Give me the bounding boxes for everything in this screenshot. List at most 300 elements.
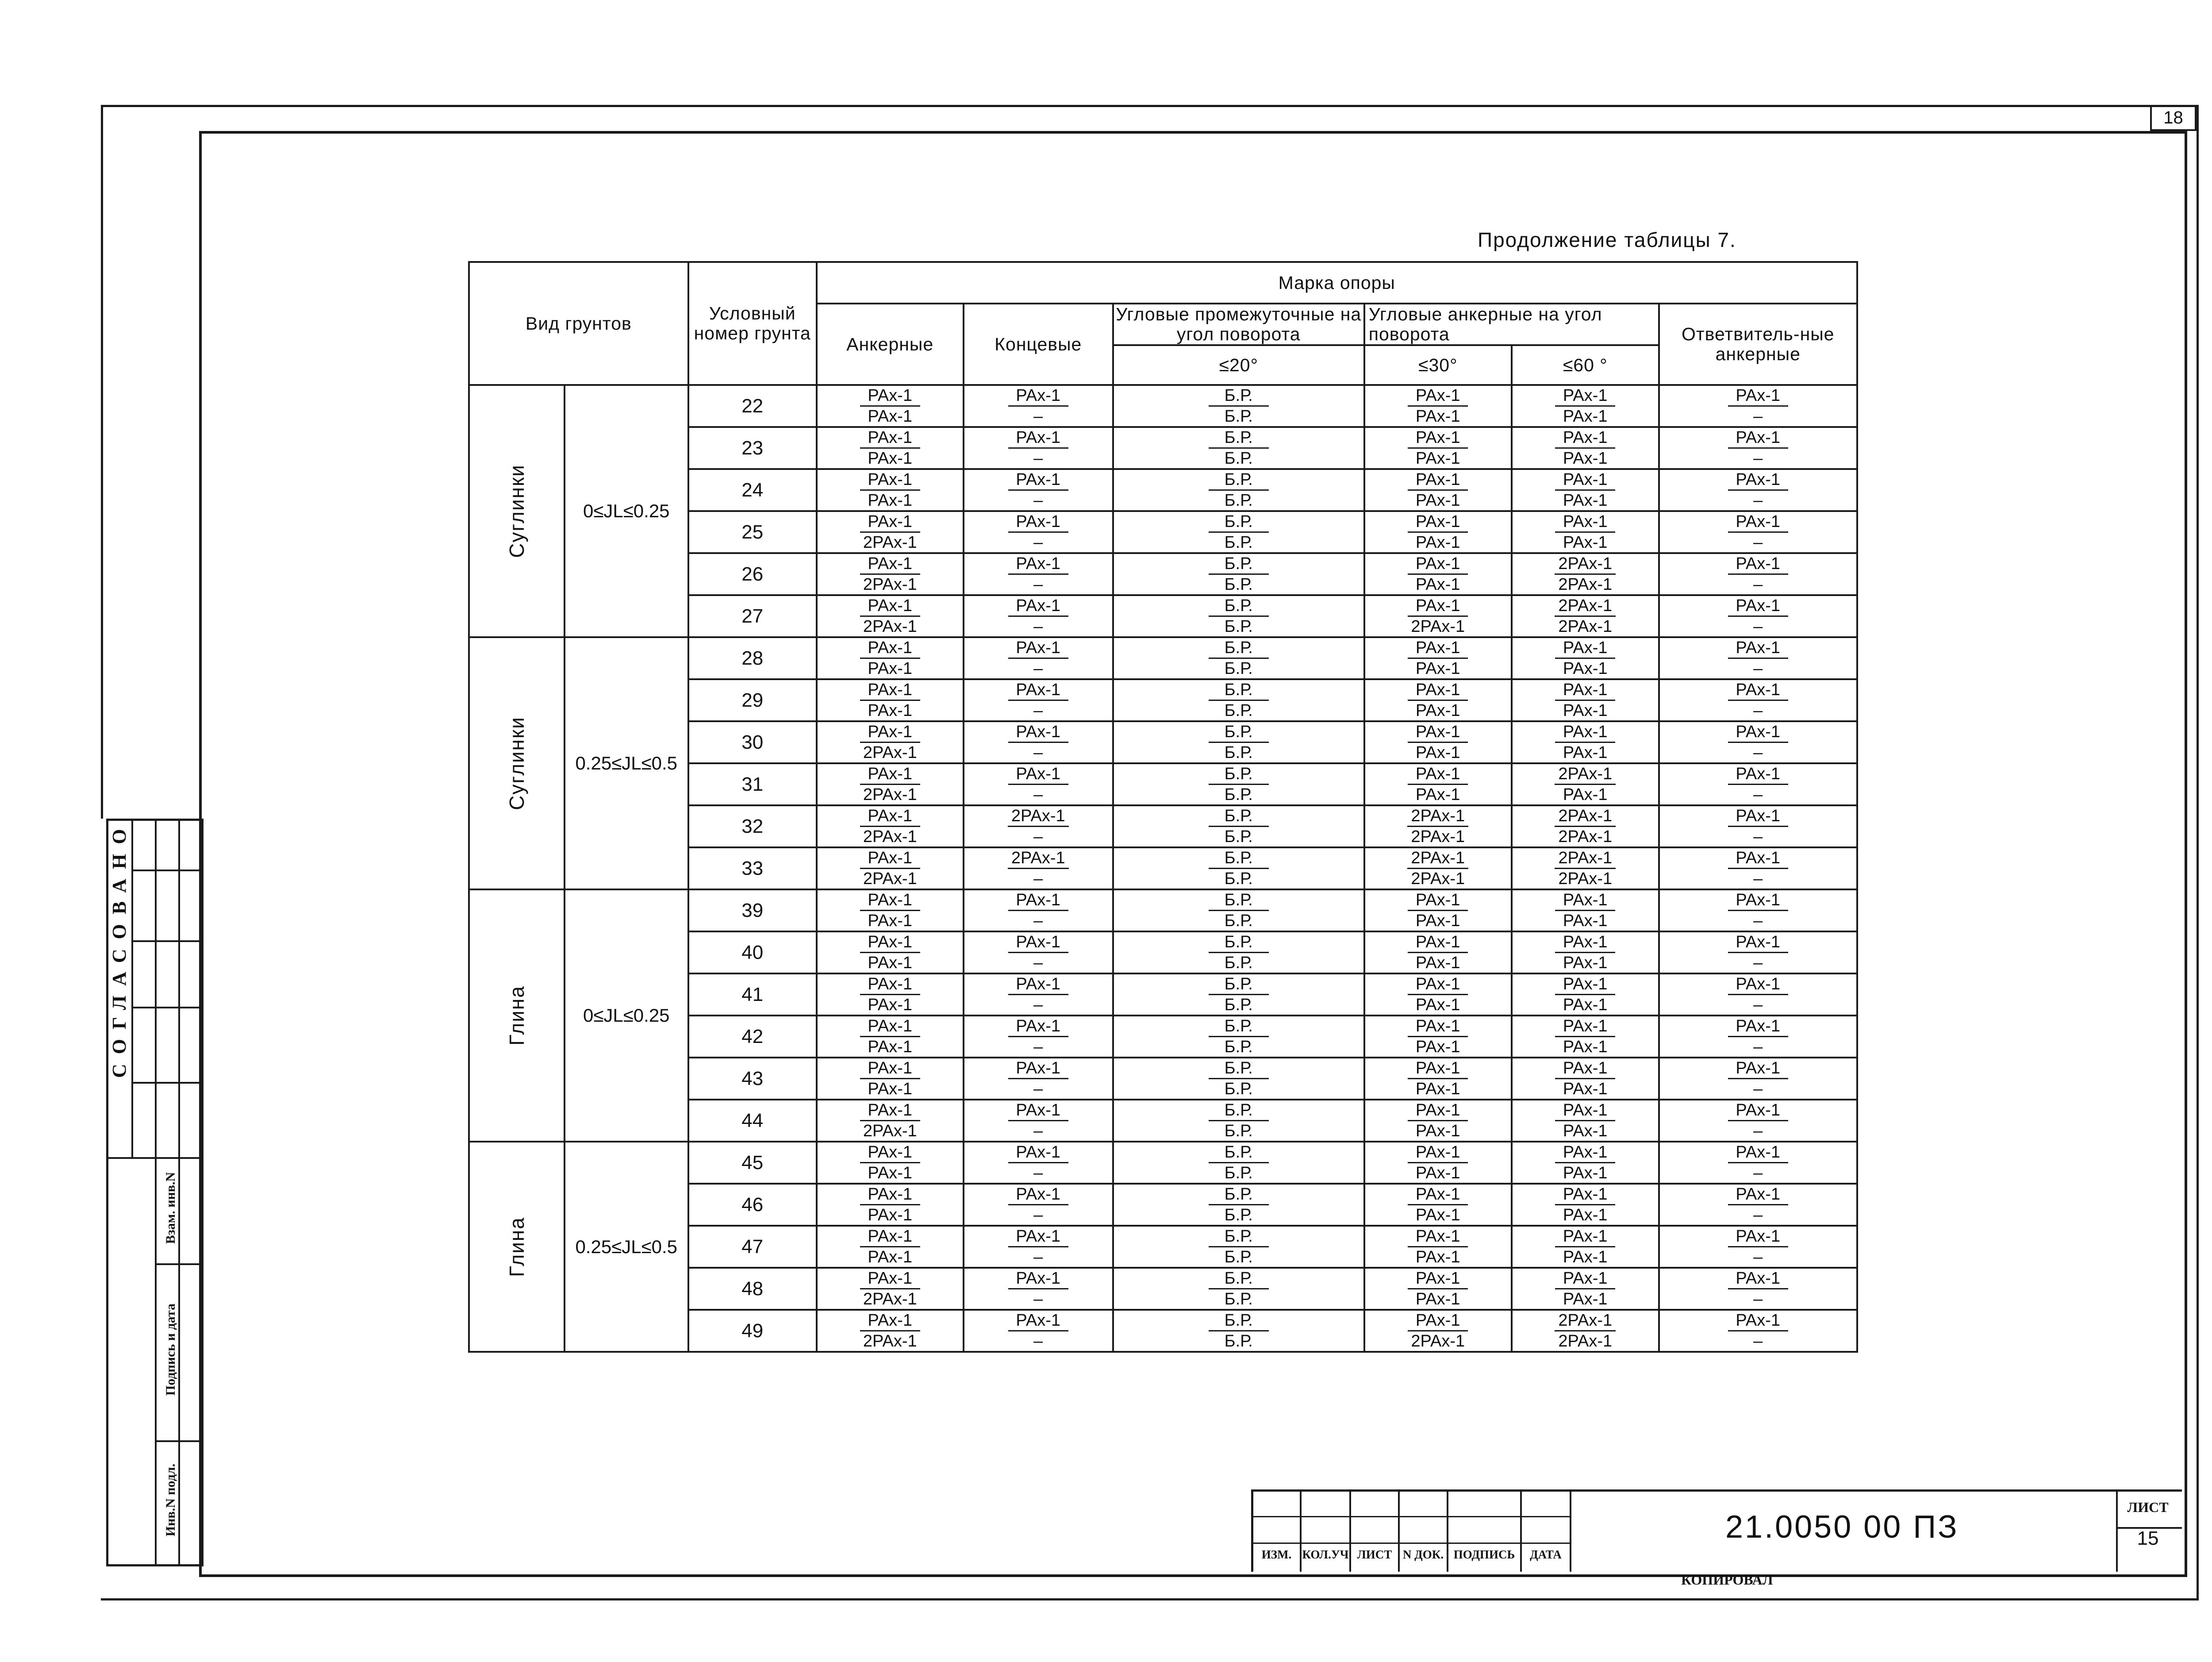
branch-denominator: – — [1753, 1206, 1763, 1224]
branch-cell — [1659, 889, 1857, 931]
soil-condition-cell: 0≤JL≤0.25 — [565, 385, 688, 637]
branch-cell — [1659, 931, 1857, 973]
corner-60-cell — [1512, 1142, 1659, 1184]
corner-20-numerator: Б.Р. — [1209, 890, 1269, 911]
corner-60-denominator: PAx-1 — [1563, 407, 1608, 426]
corner-30-cell — [1364, 1310, 1512, 1352]
approval-stamp — [106, 819, 204, 1566]
corner-20-cell — [1113, 1226, 1364, 1268]
corner-20-cell — [1113, 1184, 1364, 1226]
corner-60-numerator: PAx-1 — [1555, 1143, 1615, 1163]
soil-number-cell: 45 — [688, 1142, 817, 1184]
corner-20-denominator: Б.Р. — [1224, 449, 1253, 468]
end-denominator: – — [1033, 575, 1043, 594]
branch-numerator: PAx-1 — [1728, 1143, 1788, 1163]
soil-number-cell: 42 — [688, 1016, 817, 1058]
branch-numerator: PAx-1 — [1728, 890, 1788, 911]
corner-30-cell — [1364, 511, 1512, 553]
anchor-denominator: 2PAx-1 — [863, 575, 917, 594]
corner-30-denominator: 2PAx-1 — [1411, 617, 1465, 636]
branch-denominator: – — [1753, 1164, 1763, 1182]
corner-20-denominator: Б.Р. — [1224, 701, 1253, 720]
branch-denominator: – — [1753, 1038, 1763, 1056]
corner-30-cell — [1364, 595, 1512, 637]
corner-20-numerator: Б.Р. — [1209, 596, 1269, 617]
header-soil-number: Условный номер грунта — [688, 262, 817, 385]
branch-cell — [1659, 721, 1857, 763]
corner-20-cell — [1113, 1268, 1364, 1310]
corner-30-numerator: PAx-1 — [1408, 554, 1468, 575]
corner-20-cell — [1113, 763, 1364, 805]
corner-60-numerator: PAx-1 — [1555, 1269, 1615, 1289]
corner-20-cell — [1113, 595, 1364, 637]
branch-cell — [1659, 511, 1857, 553]
corner-60-denominator: PAx-1 — [1563, 1248, 1608, 1266]
corner-60-cell — [1512, 637, 1659, 679]
corner-60-denominator: 2PAx-1 — [1558, 617, 1613, 636]
tb-header-sign: ПОДПИСЬ — [1453, 1548, 1515, 1561]
end-denominator: – — [1033, 785, 1043, 804]
corner-60-denominator: 2PAx-1 — [1558, 575, 1613, 594]
corner-30-cell — [1364, 763, 1512, 805]
anchor-numerator: PAx-1 — [860, 848, 920, 869]
corner-30-denominator: PAx-1 — [1415, 1206, 1460, 1224]
corner-30-denominator: PAx-1 — [1415, 1080, 1460, 1098]
branch-cell — [1659, 1268, 1857, 1310]
corner-20-denominator: Б.Р. — [1224, 785, 1253, 804]
corner-20-cell — [1113, 931, 1364, 973]
corner-20-numerator: Б.Р. — [1209, 1311, 1269, 1331]
header-anchor: Анкерные — [817, 304, 964, 385]
end-denominator: – — [1033, 659, 1043, 678]
branch-cell — [1659, 595, 1857, 637]
corner-60-numerator: 2PAx-1 — [1555, 596, 1616, 617]
end-cell — [964, 679, 1113, 721]
corner-30-numerator: PAx-1 — [1408, 764, 1468, 785]
branch-cell — [1659, 637, 1857, 679]
corner-30-numerator: PAx-1 — [1408, 386, 1468, 407]
corner-60-cell — [1512, 679, 1659, 721]
corner-30-numerator: PAx-1 — [1408, 1143, 1468, 1163]
support-table — [468, 261, 1858, 1353]
anchor-cell — [817, 1016, 964, 1058]
end-denominator: – — [1033, 743, 1043, 762]
anchor-denominator: 2PAx-1 — [863, 533, 917, 552]
anchor-denominator: PAx-1 — [868, 491, 913, 510]
anchor-numerator: PAx-1 — [860, 1100, 920, 1121]
corner-60-numerator: PAx-1 — [1555, 680, 1615, 701]
branch-numerator: PAx-1 — [1728, 680, 1788, 701]
corner-60-cell — [1512, 721, 1659, 763]
end-numerator: PAx-1 — [1008, 386, 1068, 407]
soil-number-cell: 31 — [688, 763, 817, 805]
end-denominator: – — [1033, 449, 1043, 468]
anchor-numerator: PAx-1 — [860, 722, 920, 743]
end-cell — [964, 721, 1113, 763]
branch-cell — [1659, 973, 1857, 1016]
soil-number-cell: 32 — [688, 805, 817, 847]
tb-header-kol: КОЛ.УЧ — [1302, 1548, 1349, 1561]
soil-condition-cell: 0≤JL≤0.25 — [565, 889, 688, 1142]
anchor-cell — [817, 637, 964, 679]
corner-60-denominator: PAx-1 — [1563, 449, 1608, 468]
branch-cell — [1659, 469, 1857, 511]
end-numerator: PAx-1 — [1008, 512, 1068, 533]
anchor-denominator: PAx-1 — [868, 1038, 913, 1056]
corner-60-denominator: 2PAx-1 — [1558, 1332, 1613, 1350]
corner-60-denominator: PAx-1 — [1563, 1290, 1608, 1308]
corner-60-numerator: 2PAx-1 — [1555, 806, 1616, 827]
stamp-inv-original: Инв.N подл. — [163, 1463, 178, 1537]
end-cell — [964, 511, 1113, 553]
end-denominator: – — [1033, 1332, 1043, 1350]
branch-numerator: PAx-1 — [1728, 470, 1788, 491]
anchor-numerator: PAx-1 — [860, 1058, 920, 1079]
end-cell — [964, 553, 1113, 595]
branch-numerator: PAx-1 — [1728, 1227, 1788, 1247]
anchor-denominator: 2PAx-1 — [863, 785, 917, 804]
branch-numerator: PAx-1 — [1728, 596, 1788, 617]
header-end: Концевые — [964, 304, 1113, 385]
anchor-numerator: PAx-1 — [860, 1227, 920, 1247]
anchor-denominator: PAx-1 — [868, 701, 913, 720]
anchor-numerator: PAx-1 — [860, 680, 920, 701]
corner-30-cell — [1364, 1268, 1512, 1310]
branch-numerator: PAx-1 — [1728, 764, 1788, 785]
corner-20-numerator: Б.Р. — [1209, 512, 1269, 533]
corner-30-denominator: PAx-1 — [1415, 407, 1460, 426]
end-denominator: – — [1033, 912, 1043, 930]
end-cell — [964, 1016, 1113, 1058]
end-cell — [964, 595, 1113, 637]
corner-20-cell — [1113, 427, 1364, 469]
corner-20-denominator: Б.Р. — [1224, 1332, 1253, 1350]
branch-denominator: – — [1753, 1080, 1763, 1098]
anchor-cell — [817, 679, 964, 721]
corner-30-cell — [1364, 847, 1512, 889]
branch-cell — [1659, 1058, 1857, 1100]
corner-20-denominator: Б.Р. — [1224, 912, 1253, 930]
anchor-denominator: 2PAx-1 — [863, 617, 917, 636]
stamp-inv-replaced: Взам. инв.N — [163, 1172, 178, 1244]
end-numerator: PAx-1 — [1008, 932, 1068, 953]
end-denominator: – — [1033, 1164, 1043, 1182]
anchor-numerator: PAx-1 — [860, 1016, 920, 1037]
corner-60-cell — [1512, 847, 1659, 889]
end-denominator: – — [1033, 1248, 1043, 1266]
corner-20-numerator: Б.Р. — [1209, 848, 1269, 869]
anchor-numerator: PAx-1 — [860, 596, 920, 617]
corner-30-cell — [1364, 385, 1512, 427]
corner-20-numerator: Б.Р. — [1209, 1016, 1269, 1037]
corner-20-denominator: Б.Р. — [1224, 1290, 1253, 1308]
corner-30-numerator: PAx-1 — [1408, 1269, 1468, 1289]
end-cell — [964, 1058, 1113, 1100]
corner-20-cell — [1113, 469, 1364, 511]
anchor-numerator: PAx-1 — [860, 806, 920, 827]
branch-denominator: – — [1753, 1122, 1763, 1140]
anchor-numerator: PAx-1 — [860, 638, 920, 659]
soil-number-cell: 43 — [688, 1058, 817, 1100]
branch-denominator: – — [1753, 954, 1763, 972]
corner-30-cell — [1364, 973, 1512, 1016]
soil-condition-cell: 0.25≤JL≤0.5 — [565, 1142, 688, 1352]
corner-60-cell — [1512, 427, 1659, 469]
corner-20-numerator: Б.Р. — [1209, 764, 1269, 785]
header-angle-30: ≤30° — [1364, 345, 1512, 385]
corner-30-denominator: PAx-1 — [1415, 575, 1460, 594]
end-denominator: – — [1033, 827, 1043, 846]
corner-60-denominator: PAx-1 — [1563, 701, 1608, 720]
anchor-denominator: 2PAx-1 — [863, 743, 917, 762]
branch-denominator: – — [1753, 491, 1763, 510]
title-block — [1251, 1489, 2182, 1572]
corner-20-denominator: Б.Р. — [1224, 491, 1253, 510]
corner-60-numerator: PAx-1 — [1555, 638, 1615, 659]
end-denominator: – — [1033, 533, 1043, 552]
anchor-numerator: PAx-1 — [860, 554, 920, 575]
soil-type-cell: Суглинки — [469, 385, 565, 637]
anchor-cell — [817, 427, 964, 469]
corner-60-numerator: 2PAx-1 — [1555, 848, 1616, 869]
corner-20-numerator: Б.Р. — [1209, 722, 1269, 743]
anchor-denominator: PAx-1 — [868, 1206, 913, 1224]
corner-60-denominator: PAx-1 — [1563, 996, 1608, 1014]
corner-60-numerator: PAx-1 — [1555, 428, 1615, 449]
table-row — [469, 1142, 1857, 1184]
corner-20-cell — [1113, 1016, 1364, 1058]
anchor-numerator: PAx-1 — [860, 386, 920, 407]
corner-60-cell — [1512, 805, 1659, 847]
end-numerator: PAx-1 — [1008, 1143, 1068, 1163]
branch-cell — [1659, 1310, 1857, 1352]
end-cell — [964, 1100, 1113, 1142]
corner-20-numerator: Б.Р. — [1209, 554, 1269, 575]
corner-20-cell — [1113, 1142, 1364, 1184]
branch-numerator: PAx-1 — [1728, 806, 1788, 827]
corner-20-denominator: Б.Р. — [1224, 659, 1253, 678]
soil-number-cell: 33 — [688, 847, 817, 889]
stamp-sign-date: Подпись и дата — [163, 1303, 178, 1396]
branch-cell — [1659, 1142, 1857, 1184]
corner-30-denominator: PAx-1 — [1415, 449, 1460, 468]
corner-30-denominator: PAx-1 — [1415, 743, 1460, 762]
corner-30-cell — [1364, 1226, 1512, 1268]
corner-20-numerator: Б.Р. — [1209, 974, 1269, 995]
branch-numerator: PAx-1 — [1728, 554, 1788, 575]
corner-30-numerator: PAx-1 — [1408, 1100, 1468, 1121]
branch-cell — [1659, 805, 1857, 847]
document-number: 21.0050 00 ПЗ — [1725, 1509, 1959, 1545]
soil-number-cell: 30 — [688, 721, 817, 763]
corner-20-cell — [1113, 553, 1364, 595]
corner-60-denominator: PAx-1 — [1563, 785, 1608, 804]
anchor-cell — [817, 595, 964, 637]
corner-60-denominator: PAx-1 — [1563, 1038, 1608, 1056]
corner-20-denominator: Б.Р. — [1224, 575, 1253, 594]
corner-20-denominator: Б.Р. — [1224, 954, 1253, 972]
corner-60-cell — [1512, 931, 1659, 973]
corner-20-denominator: Б.Р. — [1224, 1080, 1253, 1098]
corner-30-numerator: PAx-1 — [1408, 890, 1468, 911]
table-row — [469, 637, 1857, 679]
corner-20-numerator: Б.Р. — [1209, 1227, 1269, 1247]
corner-20-denominator: Б.Р. — [1224, 617, 1253, 636]
corner-60-denominator: 2PAx-1 — [1558, 869, 1613, 888]
corner-60-numerator: 2PAx-1 — [1555, 764, 1616, 785]
soil-number-cell: 44 — [688, 1100, 817, 1142]
anchor-denominator: PAx-1 — [868, 407, 913, 426]
corner-60-denominator: PAx-1 — [1563, 1164, 1608, 1182]
branch-denominator: – — [1753, 407, 1763, 426]
corner-30-cell — [1364, 1016, 1512, 1058]
end-numerator: PAx-1 — [1008, 554, 1068, 575]
end-numerator: 2PAx-1 — [1008, 848, 1069, 869]
corner-20-denominator: Б.Р. — [1224, 1164, 1253, 1182]
corner-60-cell — [1512, 973, 1659, 1016]
corner-30-denominator: PAx-1 — [1415, 1164, 1460, 1182]
corner-20-numerator: Б.Р. — [1209, 1100, 1269, 1121]
corner-20-numerator: Б.Р. — [1209, 1058, 1269, 1079]
soil-number-cell: 23 — [688, 427, 817, 469]
header-angle-20: ≤20° — [1113, 345, 1364, 385]
soil-condition-cell: 0.25≤JL≤0.5 — [565, 637, 688, 889]
corner-30-numerator: 2PAx-1 — [1407, 848, 1468, 869]
end-numerator: PAx-1 — [1008, 890, 1068, 911]
corner-30-numerator: PAx-1 — [1408, 512, 1468, 533]
end-cell — [964, 1268, 1113, 1310]
corner-20-numerator: Б.Р. — [1209, 1185, 1269, 1205]
corner-30-cell — [1364, 553, 1512, 595]
end-denominator: – — [1033, 1122, 1043, 1140]
header-corner-intermediate: Угловые промежуточные на угол поворота — [1113, 304, 1364, 345]
end-denominator: – — [1033, 1038, 1043, 1056]
corner-60-cell — [1512, 1226, 1659, 1268]
corner-60-numerator: PAx-1 — [1555, 1185, 1615, 1205]
end-cell — [964, 763, 1113, 805]
soil-number-cell: 41 — [688, 973, 817, 1016]
branch-numerator: PAx-1 — [1728, 638, 1788, 659]
corner-60-numerator: PAx-1 — [1555, 932, 1615, 953]
corner-30-numerator: PAx-1 — [1408, 680, 1468, 701]
end-numerator: PAx-1 — [1008, 596, 1068, 617]
anchor-cell — [817, 847, 964, 889]
corner-30-cell — [1364, 1058, 1512, 1100]
table-row — [469, 385, 1857, 427]
corner-20-cell — [1113, 973, 1364, 1016]
copied-label: КОПИРОВАЛ — [1681, 1572, 1773, 1588]
corner-30-denominator: 2PAx-1 — [1411, 1332, 1465, 1350]
end-cell — [964, 637, 1113, 679]
soil-number-cell: 40 — [688, 931, 817, 973]
tb-header-date: ДАТА — [1530, 1548, 1562, 1561]
end-cell — [964, 805, 1113, 847]
outer-frame-top — [101, 105, 2197, 107]
corner-20-denominator: Б.Р. — [1224, 996, 1253, 1014]
end-numerator: PAx-1 — [1008, 470, 1068, 491]
end-cell — [964, 1310, 1113, 1352]
corner-20-denominator: Б.Р. — [1224, 533, 1253, 552]
corner-60-denominator: PAx-1 — [1563, 912, 1608, 930]
anchor-cell — [817, 1184, 964, 1226]
anchor-denominator: PAx-1 — [868, 1080, 913, 1098]
corner-20-numerator: Б.Р. — [1209, 638, 1269, 659]
corner-30-denominator: PAx-1 — [1415, 1122, 1460, 1140]
corner-30-cell — [1364, 721, 1512, 763]
anchor-numerator: PAx-1 — [860, 932, 920, 953]
soil-number-cell: 49 — [688, 1310, 817, 1352]
corner-60-denominator: PAx-1 — [1563, 659, 1608, 678]
branch-numerator: PAx-1 — [1728, 932, 1788, 953]
end-denominator: – — [1033, 1080, 1043, 1098]
header-corner-anchor: Угловые анкерные на угол поворота — [1364, 304, 1659, 345]
corner-60-cell — [1512, 1058, 1659, 1100]
branch-numerator: PAx-1 — [1728, 1311, 1788, 1331]
corner-20-cell — [1113, 637, 1364, 679]
soil-number-cell: 25 — [688, 511, 817, 553]
anchor-cell — [817, 511, 964, 553]
corner-60-numerator: 2PAx-1 — [1555, 554, 1616, 575]
corner-30-numerator: PAx-1 — [1408, 1058, 1468, 1079]
corner-30-numerator: PAx-1 — [1408, 722, 1468, 743]
anchor-numerator: PAx-1 — [860, 428, 920, 449]
branch-denominator: – — [1753, 1248, 1763, 1266]
corner-20-cell — [1113, 511, 1364, 553]
end-numerator: PAx-1 — [1008, 1311, 1068, 1331]
corner-60-numerator: PAx-1 — [1555, 1227, 1615, 1247]
table-caption: Продолжение таблицы 7. — [1478, 228, 1736, 251]
corner-30-numerator: PAx-1 — [1408, 596, 1468, 617]
anchor-cell — [817, 973, 964, 1016]
anchor-numerator: PAx-1 — [860, 1311, 920, 1331]
anchor-denominator: PAx-1 — [868, 912, 913, 930]
soil-type-cell: Глина — [469, 1142, 565, 1352]
anchor-numerator: PAx-1 — [860, 764, 920, 785]
corner-30-denominator: PAx-1 — [1415, 954, 1460, 972]
corner-30-cell — [1364, 679, 1512, 721]
branch-denominator: – — [1753, 575, 1763, 594]
corner-60-cell — [1512, 553, 1659, 595]
anchor-denominator: PAx-1 — [868, 449, 913, 468]
end-numerator: PAx-1 — [1008, 764, 1068, 785]
corner-20-numerator: Б.Р. — [1209, 680, 1269, 701]
anchor-cell — [817, 1142, 964, 1184]
corner-30-cell — [1364, 1100, 1512, 1142]
end-denominator: – — [1033, 996, 1043, 1014]
corner-30-cell — [1364, 469, 1512, 511]
branch-denominator: – — [1753, 827, 1763, 846]
anchor-numerator: PAx-1 — [860, 1143, 920, 1163]
end-cell — [964, 1142, 1113, 1184]
corner-20-numerator: Б.Р. — [1209, 932, 1269, 953]
branch-cell — [1659, 847, 1857, 889]
corner-30-denominator: PAx-1 — [1415, 912, 1460, 930]
end-numerator: PAx-1 — [1008, 638, 1068, 659]
corner-20-numerator: Б.Р. — [1209, 806, 1269, 827]
corner-60-numerator: 2PAx-1 — [1555, 1311, 1616, 1331]
anchor-denominator: PAx-1 — [868, 1164, 913, 1182]
corner-60-numerator: PAx-1 — [1555, 470, 1615, 491]
branch-denominator: – — [1753, 659, 1763, 678]
corner-30-cell — [1364, 1142, 1512, 1184]
corner-30-denominator: PAx-1 — [1415, 996, 1460, 1014]
end-denominator: – — [1033, 1290, 1043, 1308]
anchor-cell — [817, 889, 964, 931]
end-numerator: PAx-1 — [1008, 680, 1068, 701]
stamp-agreed: СОГЛАСОВАНО — [108, 819, 130, 1078]
end-denominator: – — [1033, 407, 1043, 426]
branch-cell — [1659, 763, 1857, 805]
